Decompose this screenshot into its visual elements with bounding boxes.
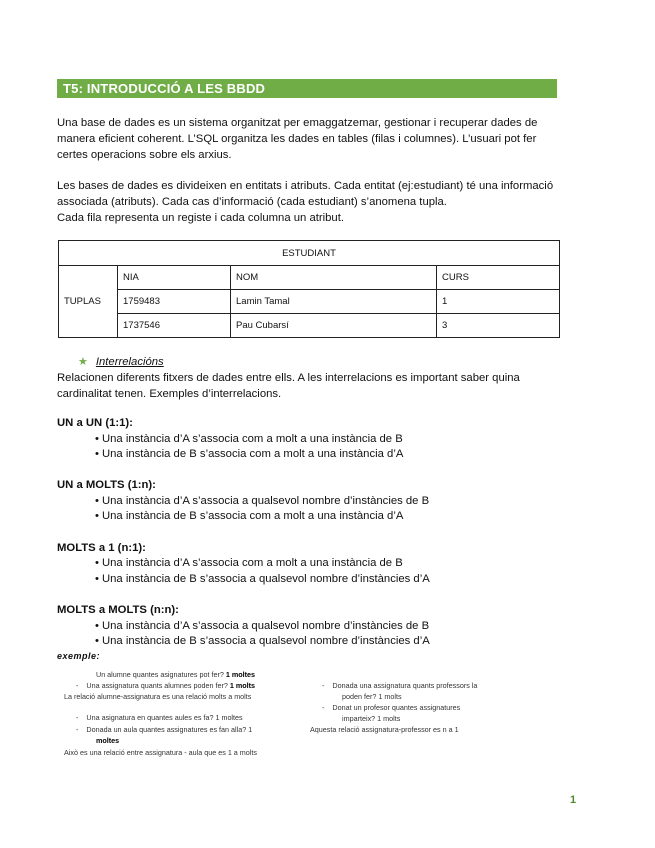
dash-bullet-icon: - <box>76 725 87 734</box>
dash-bullet-icon: - <box>322 703 333 712</box>
column-header-nia: NIA <box>118 266 231 290</box>
example-label: exemple: <box>57 651 101 661</box>
section-item-text: Una instància de B s’associa com a molt a una instància d’A <box>101 510 404 522</box>
cell-curs: 3 <box>437 314 560 338</box>
bullet-dot-icon: • <box>95 495 99 507</box>
cell-nia: 1737546 <box>118 314 231 338</box>
section-item <box>95 620 429 632</box>
intro-line: certes operacions sobre els arxius. <box>57 149 232 161</box>
interrelations-paragraph <box>57 370 587 402</box>
section-heading: MOLTS a MOLTS (n:n): <box>57 604 179 616</box>
example-note <box>322 681 477 691</box>
section-item-text: Una instància d’A s’associa com a molt a una instància de B <box>101 557 403 569</box>
example-answer: 1 molts <box>229 681 256 690</box>
example-note <box>76 681 255 691</box>
dash-bullet-icon: - <box>322 681 333 690</box>
interrelations-heading <box>78 354 608 370</box>
section-item <box>95 448 403 460</box>
example-note <box>96 736 119 746</box>
example-note <box>322 703 460 713</box>
example-question: Donada una assignatura quants professors la <box>332 681 478 690</box>
example-note <box>76 725 252 735</box>
example-question: Donat un profesor quantes assignatures <box>332 703 461 712</box>
page-title: T5: INTRODUCCIÓ A LES BBDD <box>57 79 557 98</box>
section-heading: MOLTS a 1 (n:1): <box>57 542 146 554</box>
section-item <box>95 495 429 507</box>
section-item <box>95 433 403 445</box>
intro-line: Una base de dades es un sistema organitzat per emaggatzemar, gestionar i recuperar dades de <box>57 117 538 129</box>
entities-paragraph <box>57 178 587 226</box>
dash-bullet-icon: - <box>76 681 87 690</box>
intro-line: manera eficient coherent. L’SQL organitza les dades en tables (filas i columnes). L’usuari pot fer <box>57 133 537 145</box>
section-item <box>95 510 403 522</box>
column-header-nom: NOM <box>231 266 437 290</box>
cell-curs: 1 <box>437 290 560 314</box>
example-answer: moltes <box>96 736 120 745</box>
bullet-dot-icon: • <box>95 448 99 460</box>
section-item-text: Una instància de B s’associa com a molt a una instància d’A <box>101 448 404 460</box>
bullet-dot-icon: • <box>95 635 99 647</box>
section-item <box>95 635 430 647</box>
section-item-text: Una instància de B s’associa a qualsevol nombre d’instàncies d’A <box>101 573 430 585</box>
entities-line: associada (atributs). Cada cas d’informació (cada estudiant) s’anomena tupla. <box>57 196 447 208</box>
section-heading: UN a UN (1:1): <box>57 417 133 429</box>
table-row <box>59 290 560 314</box>
section-heading: UN a MOLTS (1:n): <box>57 479 156 491</box>
page-number: 1 <box>570 794 577 806</box>
interrelations-line: cardinalitat tenen. Exemples d’interrelacions. <box>57 388 282 400</box>
interrelations-line: Relacionen diferents fitxers de dades entre ells. A les interrelacions es important saber quina <box>57 372 520 384</box>
bullet-dot-icon: • <box>95 510 99 522</box>
cell-nom: Lamin Tamal <box>231 290 437 314</box>
cell-nom: Pau Cubarsí <box>231 314 437 338</box>
example-note: imparteix? 1 molts <box>342 714 401 723</box>
section-item <box>95 557 403 569</box>
bullet-dot-icon: • <box>95 433 99 445</box>
section-item-text: Una instància d’A s’associa a qualsevol nombre d’instàncies de B <box>101 495 430 507</box>
example-note: Això es una relació entre assignatura - aula que es 1 a molts <box>64 748 257 757</box>
example-question: Un alumne quantes asignatures pot fer? <box>96 670 226 679</box>
bullet-dot-icon: • <box>95 620 99 632</box>
table-caption: ESTUDIANT <box>59 241 560 266</box>
example-note: Aquesta relació assignatura-professor es n a 1 <box>310 725 459 734</box>
student-table <box>58 240 560 338</box>
entities-line: Cada fila representa un registe i cada columna un atribut. <box>57 212 344 224</box>
section-item-text: Una instància de B s’associa a qualsevol nombre d’instàncies d’A <box>101 635 430 647</box>
entities-line: Les bases de dades es divideixen en entitats i atributs. Cada entitat (ej:estudiant) té una informació <box>57 180 554 192</box>
cell-nia: 1759483 <box>118 290 231 314</box>
column-header-curs: CURS <box>437 266 560 290</box>
example-note: poden fer? 1 molts <box>342 692 402 701</box>
tuples-label: TUPLAS <box>59 266 118 338</box>
intro-paragraph <box>57 115 587 163</box>
example-question: Una assignatura quants alumnes poden fer? <box>86 681 230 690</box>
table-row <box>59 314 560 338</box>
interrelations-heading-text: Interrelacións <box>95 356 164 368</box>
section-item-text: Una instància d’A s’associa a qualsevol nombre d’instàncies de B <box>101 620 430 632</box>
example-question: Una asignatura en quantes aules es fa? 1 moltes <box>86 713 243 722</box>
example-question: Donada un aula quantes assignatures es fan alla? 1 <box>86 725 253 734</box>
example-note <box>96 670 255 680</box>
star-bullet-icon: ★ <box>78 356 88 368</box>
bullet-dot-icon: • <box>95 557 99 569</box>
section-item <box>95 573 430 585</box>
section-item-text: Una instància d’A s’associa com a molt a una instància de B <box>101 433 403 445</box>
dash-bullet-icon: - <box>76 713 87 722</box>
bullet-dot-icon: • <box>95 573 99 585</box>
example-note: La relació alumne-assignatura es una relació molts a molts <box>64 692 252 701</box>
example-note <box>76 713 243 723</box>
example-answer: 1 moltes <box>225 670 256 679</box>
